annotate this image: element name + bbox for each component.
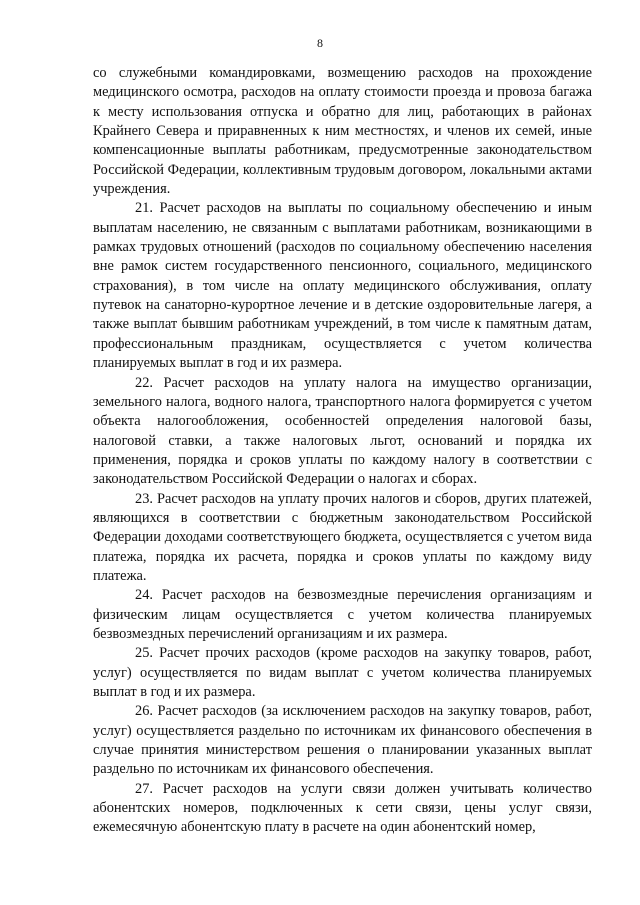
paragraph-27: 27. Расчет расходов на услуги связи должен учитывать количество абонентских номеров, подключенных к сети связи, цены услуг связи, ежемесячную абонентскую плату в расчете на один абонентский номер,	[93, 780, 592, 836]
paragraph-22: 22. Расчет расходов на уплату налога на имущество организации, земельного налога, водного налога, транспортного налога формируется с учетом объекта налогообложения, особенностей определения налоговой базы, налоговой ставки, а также налоговых льгот, оснований и порядка их применения, порядка и сроков уплаты по каждому налогу в соответствии с законодательством Российской Федерации о налогах и сборах.	[93, 374, 592, 488]
document-body	[93, 64, 592, 838]
page-number: 8	[317, 36, 323, 50]
paragraph-25: 25. Расчет прочих расходов (кроме расходов на закупку товаров, работ, услуг) осуществляется по видам выплат с учетом количества планируемых выплат в год и их размера.	[93, 645, 592, 700]
paragraph-23: 23. Расчет расходов на уплату прочих налогов и сборов, других платежей, являющихся в соответствии с бюджетным законодательством Российской Федерации доходами соответствующего бюджета, осуществляется с учетом вида платежа, порядка их расчета, порядка и сроков уплаты по каждому виду платежа.	[93, 490, 592, 584]
paragraph-26: 26. Расчет расходов (за исключением расходов на закупку товаров, работ, услуг) осуществляется раздельно по источникам их финансового обеспечения в случае принятия министерством решения о планировании указанных выплат раздельно по источникам их финансового обеспечения.	[93, 703, 592, 778]
paragraph-24: 24. Расчет расходов на безвозмездные перечисления организациям и физическим лицам осуществляется с учетом количества планируемых безвозмездных перечислений организациям и их размера.	[93, 587, 592, 642]
paragraph-continuation: со служебными командировками, возмещению расходов на прохождение медицинского осмотра, расходов на оплату стоимости проезда и провоза багажа к месту использования отпуска и обратно для лиц, работающих в районах Крайнего Севера и приравненных к ним местностях, и членов их семей, иные компенсационные выплаты работникам, предусмотренные законодательством Российской Федерации, коллективным трудовым договором, локальными актами учреждения.	[93, 65, 592, 198]
paragraph-21: 21. Расчет расходов на выплаты по социальному обеспечению и иным выплатам населению, не связанным с выплатами работникам, возникающими в рамках трудовых отношений (расходов по социальному обеспечению населения вне рамок систем государственного пенсионного, социального, медицинского страхования), в том числе на оплату медицинского обслуживания, оплату путевок на санаторно-курортное лечение и в детские оздоровительные лагеря, а также выплат бывшим работникам учреждений, в том числе к памятным датам, профессиональным праздникам, осуществляется с учетом количества планируемых выплат в год и их размера.	[93, 200, 592, 372]
